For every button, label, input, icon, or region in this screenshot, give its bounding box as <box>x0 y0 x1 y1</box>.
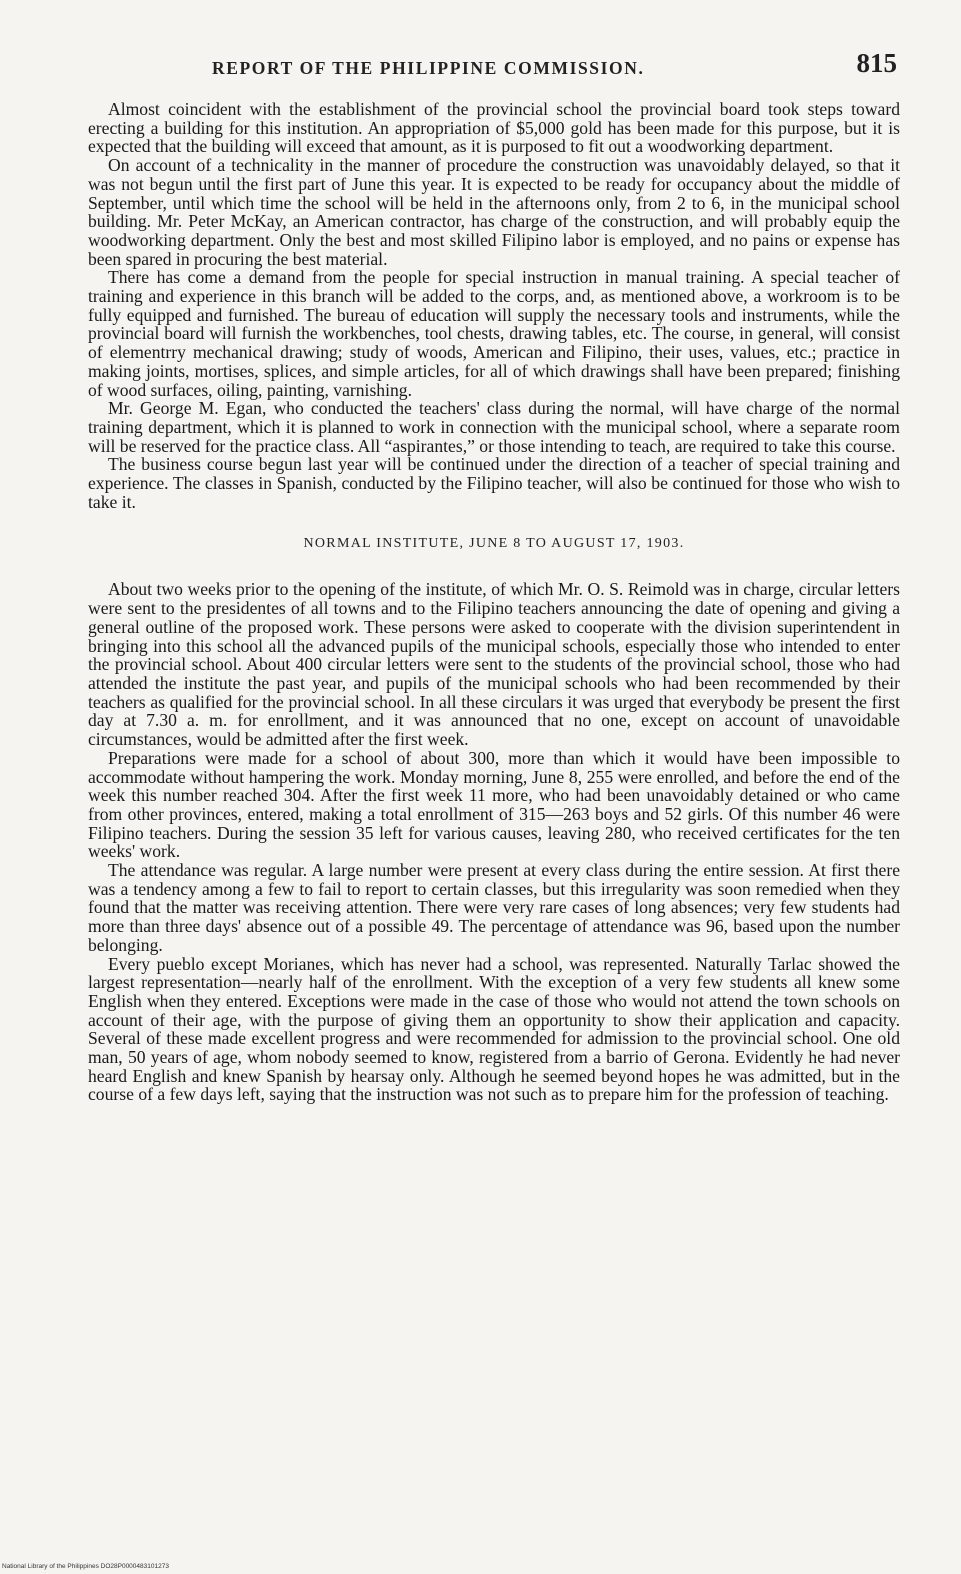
paragraph-construction-delay: On account of a technicality in the manner of procedure the construction was unavoidably delayed, so that it was not begun until the first part of June this year. It is expected to be ready for occupancy about the middle of September, until which time the school will be held in the afternoons only, from 2 to 6, in the municipal school building. Mr. Peter McKay, an American contractor, has charge of the construction, and will probably equip the woodworking department. Only the best and most skilled Filipino labor is employed, and no pains or expense has been spared in procuring the best material. <box>88 155 900 269</box>
paragraph-provincial-building: Almost coincident with the establishment of the provincial school the provincial board took steps toward erecting a building for this institution. An appropriation of $5,000 gold has been made for this purpose, but it is expected that the building will exceed that amount, as it is purposed to fit out a woodworking department. <box>88 99 900 157</box>
document-body <box>88 100 900 1104</box>
paragraph-enrollment: Preparations were made for a school of about 300, more than which it would have been impossible to accommodate without hampering the work. Monday morning, June 8, 255 were enrolled, and before the end of the week this number reached 304. After the first week 11 more, who had been unavoidably detained or who came from other provinces, entered, making a total enrollment of 315—263 boys and 52 girls. Of this number 46 were Filipino teachers. During the session 35 left for various causes, leaving 280, who received certificates for the ten weeks' work. <box>88 747 900 862</box>
paragraph-business-course: The business course begun last year will be continued under the direction of a teacher of special training and experience. The classes in Spanish, conducted by the Filipino teacher, will also be continued for those who wish to take it. <box>88 454 900 512</box>
running-head: REPORT OF THE PHILIPPINE COMMISSION. <box>212 58 645 78</box>
paragraph-normal-training: Mr. George M. Egan, who conducted the teachers' class during the normal, will have charge of the normal training department, which it is planned to work in connection with the municipal school, where a separate room will be reserved for the practice class. All “aspirantes,” or those intending to teach, are required to take this course. <box>88 398 900 456</box>
paragraph-representation: Every pueblo except Morianes, which has never had a school, was represented. Naturally Tarlac showed the largest representation—nearly half of the enrollment. With the exception of a very few students all knew some English when they entered. Exceptions were made in the case of those who would not attend the town schools on account of their age, with the purpose of giving them an opportunity to show their application and capacity. Several of these made excellent progress and were recommended for admission to the provincial school. One old man, 50 years of age, whom nobody seemed to know, registered from a barrio of Gerona. Evidently he had never heard English and knew Spanish by hearsay only. Although he seemed beyond hopes he was admitted, but in the course of a few days left, saying that the instruction was not such as to prepare him for the profession of teaching. <box>88 953 900 1105</box>
page-header <box>90 44 899 84</box>
section-heading: NORMAL INSTITUTE, JUNE 8 TO AUGUST 17, 1903. <box>303 536 685 552</box>
paragraph-attendance: The attendance was regular. A large number were present at every class during the entire session. At first there was a tendency among a few to fail to report to certain classes, but this irregularity was soon remedied when they found that the matter was receiving attention. There were very rare cases of long absences; very few students had more than three days' absence out of a possible 49. The percentage of attendance was 96, based upon the number belonging. <box>88 860 900 955</box>
paragraph-circular-letters: About two weeks prior to the opening of the institute, of which Mr. O. S. Reimold was in charge, circular letters were sent to the presidentes of all towns and to the Filipino teachers announcing the date of opening and giving a general outline of the proposed work. These persons were asked to cooperate with the division superintendent in bringing into this school all the advanced pupils of the municipal schools, especially those who intended to enter the provincial school. About 400 circular letters were sent to the students of the provincial school, those who had attended the institute the past year, and pupils of the municipal schools who had been recommended by their teachers as qualified for the provincial school. In all these circulars it was urged that everybody be present the first day at 7.30 a. m. for enrollment, and it was announced that no one, except on account of unavoidable circumstances, would be admitted after the first week. <box>88 579 900 750</box>
paragraph-manual-training: There has come a demand from the people for special instruction in manual training. A special teacher of training and experience in this branch will be added to the corps, and, as mentioned above, a workroom is to be fully equipped and furnished. The bureau of education will supply the necessary tools and instruments, while the provincial board will furnish the workbenches, tool chests, drawing tables, etc. The course, in general, will consist of elementrry mechanical drawing; study of woods, American and Filipino, their uses, values, etc.; practice in making joints, mortises, splices, and simple articles, for all of which drawings shall have been prepared; finishing of wood surfaces, oiling, painting, varnishing. <box>88 267 900 400</box>
page-number: 815 <box>856 48 897 78</box>
library-credit: National Library of the Philippines DO28P0000483101273 <box>2 1563 169 1570</box>
